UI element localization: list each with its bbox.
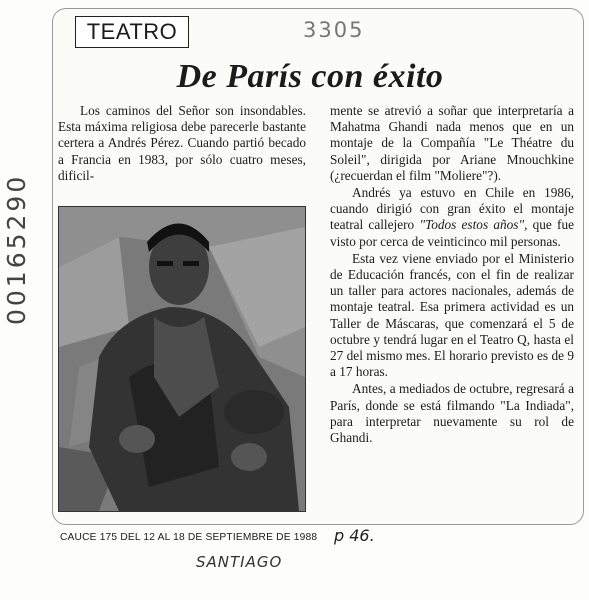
portrait-image	[59, 207, 305, 511]
photo-credit: Foto: Pia Cosmelli	[220, 497, 289, 507]
paragraph: Esta vez viene enviado por el Ministerio de Educación francés, con el fin de realizar un taller para actores nacionales, además de montaje teatral. Esa primera actividad es un Taller de Máscaras, que comenzará el 5 de octubre y tendrá lugar en el Teatro Q, hasta el 27 del mismo mes. El horario previsto es de 9 a 17 horas.	[330, 250, 574, 380]
paragraph-text: , que fue visto por cerca de veinticinco mil personas.	[330, 217, 575, 249]
handwritten-code: 00165290	[2, 173, 31, 325]
paragraph: Los caminos del Señor son insondables. Esta máxima religiosa debe parecerle bastante certera a Andrés Pérez. Cuando partió becado a Francia en 1983, por sólo cuatro meses, dificil-	[58, 103, 306, 183]
paragraph-text: Andrés ya estuvo en Chile en 1986, cuando dirigió con gran éxito el montaje teatral callejero	[330, 185, 574, 233]
handwritten-place: SANTIAGO	[196, 553, 283, 571]
article-column-right	[330, 103, 574, 446]
article-column-left	[58, 103, 306, 184]
handwritten-number: 3305	[303, 18, 365, 42]
source-footer: CAUCE 175 DEL 12 AL 18 DE SEPTIEMBRE DE 1988	[60, 532, 318, 543]
paragraph: mente se atrevió a soñar que interpretaría a Mahatma Ghandi nada menos que en un montaje de la Compañía "Le Théatre du Soleil", dirigida por Ariane Mnouchkine (¿recuerdan el film "Moliere"?).	[330, 103, 574, 183]
headline: De París con éxito	[176, 58, 444, 95]
handwritten-page: p 46.	[334, 526, 375, 545]
section-label: TEATRO	[75, 16, 189, 48]
play-title: "Todos estos años"	[419, 217, 525, 233]
paragraph	[330, 185, 574, 250]
paragraph: Antes, a mediados de octubre, regresará a París, donde se está filmando "La Indiada", para interpretar nuevamente su rol de Ghandi.	[330, 381, 574, 446]
article-photo	[58, 206, 306, 512]
